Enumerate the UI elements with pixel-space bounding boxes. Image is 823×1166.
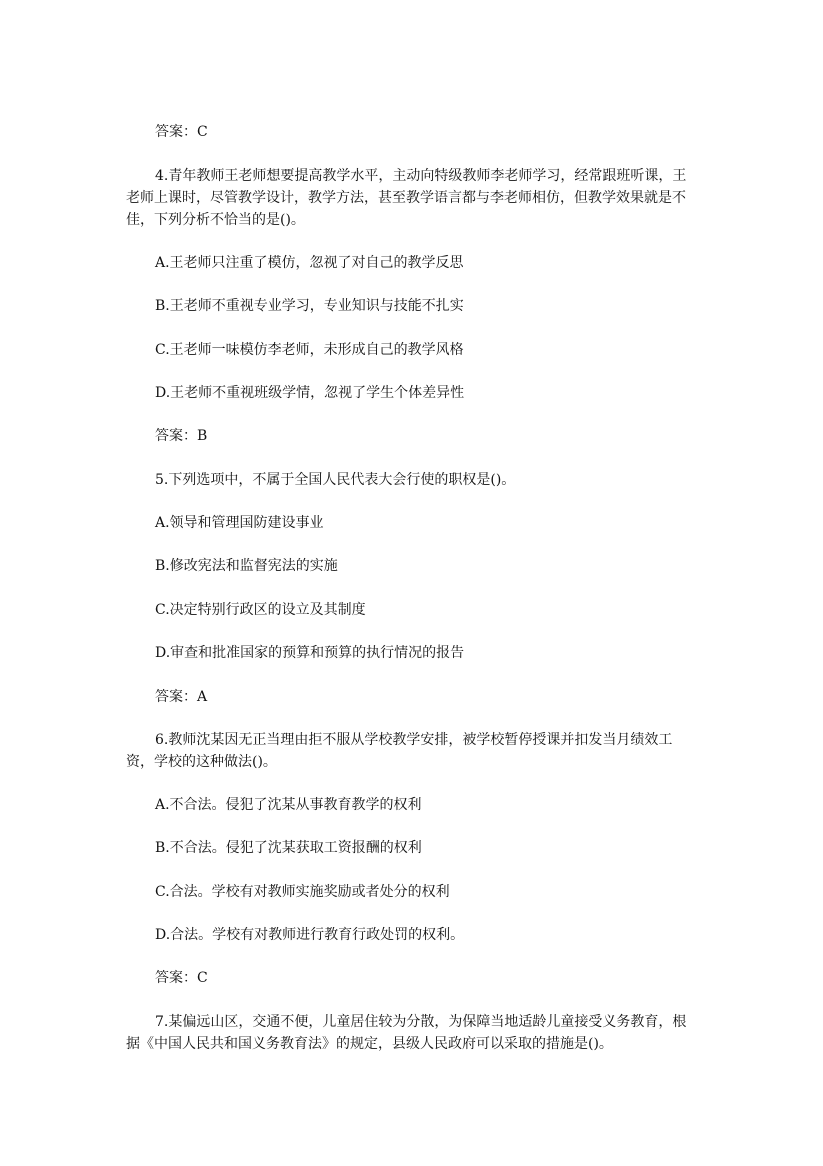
option-c: C.合法。学校有对教师实施奖励或者处分的权利	[155, 884, 450, 900]
option-b: B.修改宪法和监督宪法的实施	[155, 558, 338, 574]
option-d: D.审查和批准国家的预算和预算的执行情况的报告	[155, 645, 465, 661]
answer-line: 答案：C	[155, 970, 208, 986]
answer-line: 答案：B	[155, 428, 208, 444]
answer-line: 答案：A	[155, 689, 208, 705]
option-a: A.王老师只注重了模仿，忽视了对自己的教学反思	[155, 255, 464, 271]
option-d: D.合法。学校有对教师进行教育行政处罚的权利。	[155, 927, 465, 943]
option-a: A.不合法。侵犯了沈某从事教育教学的权利	[155, 797, 422, 813]
question-7: 7.某偏远山区，交通不便，儿童居住较为分散，为保障当地适龄儿童接受义务教育，根据《中国人民共和国义务教育法》的规定，县级人民政府可以采取的措施是()。	[126, 1014, 687, 1052]
option-d: D.王老师不重视班级学情，忽视了学生个体差异性	[155, 385, 465, 401]
question-6: 6.教师沈某因无正当理由拒不服从学校教学安排，被学校暂停授课并扣发当月绩效工资，学校的这种做法()。	[126, 732, 673, 770]
question-5: 5.下列选项中，不属于全国人民代表大会行使的职权是()。	[155, 472, 516, 488]
option-a: A.领导和管理国防建设事业	[155, 515, 324, 531]
option-b: B.王老师不重视专业学习，专业知识与技能不扎实	[155, 298, 464, 314]
question-4: 4.青年教师王老师想要提高教学水平，主动向特级教师李老师学习，经常跟班听课，王老师上课时，尽管教学设计，教学方法，甚至教学语言都与李老师相仿，但教学效果就是不佳，下列分析不恰当的是()。	[126, 168, 687, 228]
option-c: C.王老师一味模仿李老师，未形成自己的教学风格	[155, 342, 464, 358]
option-b: B.不合法。侵犯了沈某获取工资报酬的权利	[155, 840, 422, 856]
option-c: C.决定特别行政区的设立及其制度	[155, 602, 366, 618]
answer-line: 答案：C	[155, 124, 208, 140]
